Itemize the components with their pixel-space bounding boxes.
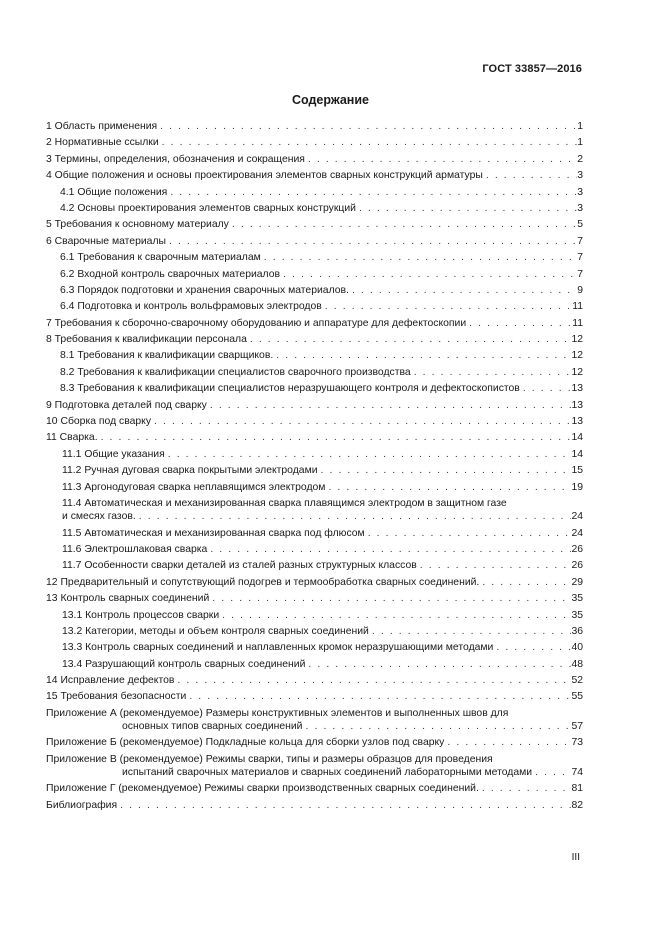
toc-entry-text: 14 Исправление дефектов <box>46 675 175 687</box>
toc-entry[interactable] <box>46 333 583 346</box>
toc-page-number: 26 <box>571 543 583 555</box>
toc-entry-text: 4.1 Общие положения <box>60 186 168 198</box>
toc-entry[interactable] <box>46 658 583 671</box>
toc-page-number: 73 <box>571 737 583 749</box>
toc-entry[interactable] <box>46 415 583 428</box>
dot-leader <box>523 382 572 395</box>
toc-entry[interactable] <box>46 218 583 231</box>
toc-entry-text: 13.3 Контроль сварных соединений и наплавленных кромок неразрушающими методами <box>62 642 494 654</box>
toc-entry-text: 8 Требования к квалификации персонала <box>46 334 247 346</box>
dot-leader <box>222 609 571 622</box>
dot-leader <box>359 202 577 215</box>
toc-entry-text: Библиография <box>46 799 118 811</box>
toc-page-number: 74 <box>571 767 583 779</box>
dot-leader <box>321 464 572 477</box>
dot-leader <box>420 559 572 572</box>
toc-entry-text: 6 Сварочные материалы <box>46 235 166 247</box>
toc-page-number: 11 <box>572 301 583 313</box>
toc-entry-text: 12 Предварительный и сопутствующий подогрев и термообработка сварных соединений. <box>46 576 480 588</box>
dot-leader <box>535 766 571 779</box>
toc-page-number: 12 <box>571 350 583 362</box>
toc-entry[interactable] <box>46 235 583 248</box>
dot-leader <box>486 169 577 182</box>
dot-leader <box>160 120 577 133</box>
dot-leader <box>283 268 577 281</box>
toc-entry[interactable] <box>46 690 583 703</box>
toc-entry-text: Приложение А (рекомендуемое) Размеры конструктивных элементов и выполненных швов для <box>46 707 509 719</box>
toc-entry-text: 13.1 Контроль процессов сварки <box>62 609 220 621</box>
dot-leader <box>447 736 571 749</box>
toc-page-number: 3 <box>577 186 583 198</box>
document-code: ГОСТ 33857—2016 <box>482 63 582 75</box>
toc-page-number: 7 <box>577 235 583 247</box>
dot-leader <box>308 658 571 671</box>
toc-entry[interactable] <box>46 382 583 395</box>
toc-page-number: 11 <box>572 317 583 329</box>
toc-page-number: 3 <box>577 202 583 214</box>
toc-entry[interactable] <box>46 399 583 412</box>
dot-leader <box>368 527 572 540</box>
toc-page-number: 14 <box>571 432 583 444</box>
toc-entry[interactable] <box>46 559 583 572</box>
toc-entry-text: 11.4 Автоматическая и механизированная сварка плавящимся электродом в защитном газе <box>62 497 507 509</box>
toc-entry-text: 13.4 Разрушающий контроль сварных соединений <box>62 658 306 670</box>
toc-page-number: 1 <box>577 121 583 132</box>
dot-leader <box>308 153 577 166</box>
toc-entry[interactable] <box>46 576 583 589</box>
toc-entry[interactable] <box>46 753 583 779</box>
toc-entry[interactable] <box>46 464 583 477</box>
toc-page-number: 40 <box>571 642 583 654</box>
toc-entry[interactable] <box>46 431 583 444</box>
toc-entry-text: 6.2 Входной контроль сварочных материалов <box>60 268 281 280</box>
dot-leader <box>325 300 572 313</box>
toc-entry-text: Приложение Г (рекомендуемое) Режимы сварки производственных сварных соединений. <box>46 783 479 795</box>
dot-leader <box>154 415 571 428</box>
dot-leader <box>414 366 572 379</box>
dot-leader <box>189 690 571 703</box>
toc-entry-text-continued: и смесях газов. <box>62 511 136 523</box>
toc-page-number: 48 <box>571 658 583 670</box>
toc-page-number: 52 <box>571 675 583 687</box>
toc-entry[interactable] <box>46 300 583 313</box>
toc-entry[interactable] <box>46 349 583 362</box>
dot-leader <box>276 349 571 362</box>
dot-leader <box>250 333 572 346</box>
toc-page-number: 13 <box>571 416 583 428</box>
page-title: Содержание <box>291 93 369 107</box>
toc-page-number: 13 <box>571 383 583 395</box>
toc-entry[interactable] <box>46 641 583 654</box>
toc-page-number: 57 <box>571 721 583 733</box>
toc-entry[interactable] <box>46 317 583 330</box>
toc-entry-text: 11.6 Электрошлаковая сварка <box>62 543 208 555</box>
toc-page-number: 24 <box>571 527 583 539</box>
toc-entry-text: 8.1 Требования к квалификации сварщиков. <box>60 350 274 362</box>
dot-leader <box>352 284 577 297</box>
dot-leader <box>264 251 577 264</box>
toc-page-number: 1 <box>577 137 583 149</box>
toc-entry[interactable] <box>46 609 583 622</box>
toc-entry[interactable] <box>46 284 583 297</box>
toc-entry-text: 2 Нормативные ссылки <box>46 137 159 149</box>
toc-entry[interactable] <box>46 120 583 133</box>
toc-page-number: 35 <box>571 593 583 605</box>
toc-entry-text: 6.3 Порядок подготовки и хранения сварочных материалов. <box>60 284 349 296</box>
toc-entry-text: 11.1 Общие указания <box>62 448 165 460</box>
dot-leader <box>169 235 577 248</box>
toc-entry-text: 3 Термины, определения, обозначения и сокращения <box>46 153 305 165</box>
toc-page-number: 13 <box>571 399 583 411</box>
toc-entry-text: 13 Контроль сварных соединений <box>46 593 210 605</box>
toc-entry[interactable] <box>46 448 583 461</box>
toc-entry-text: 9 Подготовка деталей под сварку <box>46 399 207 411</box>
toc-entry-text-continued: основных типов сварных соединений <box>122 721 303 733</box>
toc-page-number: 24 <box>571 511 583 523</box>
toc-entry[interactable] <box>46 736 583 749</box>
page-number: III <box>571 852 580 863</box>
toc-page-number: 81 <box>571 783 583 795</box>
toc-page-number: 29 <box>571 576 583 588</box>
dot-leader <box>469 317 572 330</box>
dot-leader <box>232 218 577 231</box>
toc-entry-text: 11.2 Ручная дуговая сварка покрытыми электродами <box>62 465 318 477</box>
toc-entry[interactable] <box>46 202 583 215</box>
toc-entry-text: 13.2 Категории, методы и объем контроля сварных соединений <box>62 625 369 637</box>
dot-leader <box>482 782 572 795</box>
toc-entry[interactable] <box>46 782 583 795</box>
dot-leader <box>162 136 578 149</box>
dot-leader <box>306 720 572 733</box>
dot-leader <box>210 399 572 412</box>
toc-entry-text-continued: испытаний сварочных материалов и сварных соединений лабораторными методами <box>122 767 533 779</box>
toc-page-number: 19 <box>571 481 583 493</box>
toc-entry[interactable] <box>46 527 583 540</box>
dot-leader <box>101 431 572 444</box>
toc-entry[interactable] <box>46 169 583 182</box>
toc-entry-text: Приложение Б (рекомендуемое) Подкладные кольца для сборки узлов под сварку <box>46 737 445 749</box>
toc-entry[interactable] <box>46 481 583 494</box>
toc-page-number: 12 <box>571 366 583 378</box>
dot-leader <box>212 592 571 605</box>
toc-entry[interactable] <box>46 251 583 264</box>
toc-entry-text: 8.2 Требования к квалификации специалистов сварочного производства <box>60 366 411 378</box>
toc-entry[interactable] <box>46 674 583 687</box>
table-of-contents <box>46 120 583 815</box>
toc-page-number: 3 <box>577 170 583 182</box>
toc-entry-text: 6.4 Подготовка и контроль вольфрамовых электродов <box>60 301 322 313</box>
toc-page-number: 14 <box>571 448 583 460</box>
toc-page-number: 12 <box>571 334 583 346</box>
dot-leader <box>170 186 577 199</box>
dot-leader <box>496 641 571 654</box>
toc-page-number: 15 <box>571 465 583 477</box>
toc-entry-text: 4.2 Основы проектирования элементов сварных конструкций <box>60 202 356 214</box>
toc-page-number: 26 <box>571 560 583 572</box>
toc-entry[interactable] <box>46 707 583 733</box>
toc-page-number: 55 <box>571 691 583 703</box>
toc-entry[interactable] <box>46 136 583 149</box>
toc-entry[interactable] <box>46 799 583 812</box>
dot-leader <box>482 576 571 589</box>
toc-page-number: 35 <box>571 609 583 621</box>
toc-entry[interactable] <box>46 543 583 556</box>
toc-entry-text: 11.5 Автоматическая и механизированная сварка под флюсом <box>62 527 365 539</box>
dot-leader <box>139 510 572 523</box>
toc-entry-text: 15 Требования безопасности <box>46 691 187 703</box>
toc-entry-text: 11.7 Особенности сварки деталей из сталей разных структурных классов <box>62 560 417 572</box>
toc-page-number: 7 <box>577 268 583 280</box>
toc-entry[interactable] <box>46 153 583 166</box>
toc-entry[interactable] <box>46 268 583 281</box>
toc-page-number: 7 <box>577 252 583 264</box>
toc-entry-text: 10 Сборка под сварку <box>46 416 152 428</box>
toc-entry-text: 11.3 Аргонодуговая сварка неплавящимся электродом <box>62 481 326 493</box>
toc-entry-text: Приложение В (рекомендуемое) Режимы сварки, типы и размеры образцов для проведения <box>46 753 493 765</box>
dot-leader <box>210 543 571 556</box>
toc-entry-text: 11 Сварка. <box>46 432 98 444</box>
toc-page-number: 82 <box>571 799 583 811</box>
toc-entry-text: 7 Требования к сборочно-сварочному оборудованию и аппаратуре для дефектоскопии <box>46 317 467 329</box>
dot-leader <box>177 674 571 687</box>
toc-page-number: 36 <box>571 625 583 637</box>
toc-entry[interactable] <box>46 366 583 379</box>
toc-entry-text: 8.3 Требования к квалификации специалистов неразрушающего контроля и дефектоскопистов <box>60 383 520 395</box>
toc-entry[interactable] <box>46 186 583 199</box>
toc-page-number: 9 <box>577 284 583 296</box>
toc-entry-text: 1 Область применения <box>46 121 158 132</box>
toc-entry[interactable] <box>46 592 583 605</box>
dot-leader <box>328 481 571 494</box>
toc-entry-text: 5 Требования к основному материалу <box>46 219 229 231</box>
toc-entry[interactable] <box>46 497 583 523</box>
toc-entry[interactable] <box>46 625 583 638</box>
toc-page-number: 5 <box>577 219 583 231</box>
toc-page-number: 2 <box>577 153 583 165</box>
toc-entry-text: 6.1 Требования к сварочным материалам <box>60 252 261 264</box>
dot-leader <box>168 448 572 461</box>
toc-entry-text: 4 Общие положения и основы проектирования элементов сварных конструкций арматуры <box>46 170 483 182</box>
dot-leader <box>372 625 572 638</box>
dot-leader <box>120 799 571 812</box>
